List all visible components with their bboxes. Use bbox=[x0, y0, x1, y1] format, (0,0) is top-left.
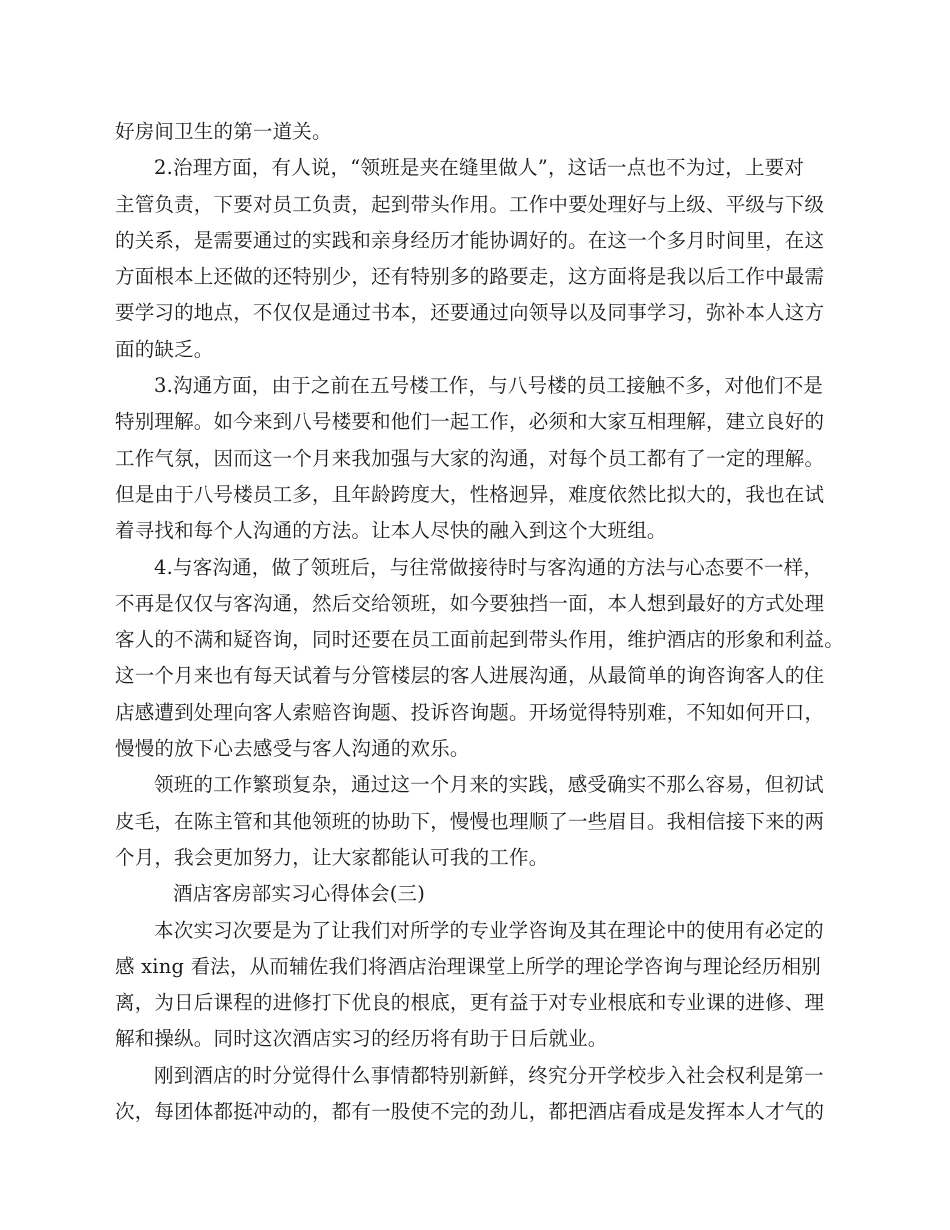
text-line: 主管负责，下要对员工负责，起到带头作用。工作中要处理好与上级、平级与下级 bbox=[115, 192, 825, 216]
text-line: 次，每团体都挺冲动的，都有一股使不完的劲儿，都把酒店看成是发挥本人才气的 bbox=[115, 1100, 825, 1124]
paragraph-start-line: 刚到酒店的时分觉得什么事情都特别新鲜，终究分开学校步入社会权利是第一 bbox=[154, 1063, 824, 1087]
text-line: 店感遭到处理向客人索赔咨询题、投诉咨询题。开场觉得特别难，不知如何开口， bbox=[115, 700, 825, 724]
text-line: 面的缺乏。 bbox=[115, 337, 214, 361]
paragraph-start-line: 4.与客沟通，做了领班后，与往常做接待时与客沟通的方法与心态要不一样， bbox=[154, 555, 824, 579]
text-line: 感 xing 看法，从而辅佐我们将酒店治理课堂上所学的理论学咨询与理论经历相别 bbox=[115, 954, 821, 978]
text-line: 个月，我会更加努力，让大家都能认可我的工作。 bbox=[115, 845, 549, 869]
text-line: 特别理解。如今来到八号楼要和他们一起工作，必须和大家互相理解，建立良好的 bbox=[115, 410, 825, 434]
text-line: 客人的不满和疑咨询，同时还要在员工面前起到带头作用，维护酒店的形象和利益。 bbox=[115, 628, 844, 652]
paragraph-start-line: 领班的工作繁琐复杂，通过这一个月来的实践，感受确实不那么容易，但初试 bbox=[154, 773, 824, 797]
text-line: 要学习的地点，不仅仅是通过书本，还要通过向领导以及同事学习，弥补本人这方 bbox=[115, 301, 825, 325]
text-line: 不再是仅仅与客沟通，然后交给领班，如今要独挡一面，本人想到最好的方式处理 bbox=[115, 591, 825, 615]
section-heading: 酒店客房部实习心得体会(三) bbox=[173, 882, 426, 906]
document-body bbox=[115, 114, 844, 1130]
text-line: 但是由于八号楼员工多，且年龄跨度大，性格迥异，难度依然比拟大的，我也在试 bbox=[115, 482, 825, 506]
text-line: 解和操纵。同时这次酒店实习的经历将有助于日后就业。 bbox=[115, 1027, 608, 1051]
paragraph-start-line: 2.治理方面，有人说，“领班是夹在缝里做人”，这话一点也不为过，上要对 bbox=[154, 156, 805, 180]
text-line: 慢慢的放下心去感受与客人沟通的欢乐。 bbox=[115, 737, 470, 761]
text-line: 好房间卫生的第一道关。 bbox=[115, 120, 332, 143]
text-line: 方面根本上还做的还特别少，还有特别多的路要走，这方面将是我以后工作中最需 bbox=[115, 265, 825, 289]
text-line: 工作气氛，因而这一个月来我加强与大家的沟通，对每个员工都有了一定的理解。 bbox=[115, 446, 825, 470]
text-line: 皮毛，在陈主管和其他领班的协助下，慢慢也理顺了一些眉目。我相信接下来的两 bbox=[115, 809, 825, 833]
text-line: 的关系，是需要通过的实践和亲身经历才能协调好的。在这一个多月时间里，在这 bbox=[115, 228, 825, 252]
text-line: 这一个月来也有每天试着与分管楼层的客人进展沟通，从最简单的询咨询客人的住 bbox=[115, 664, 825, 688]
paragraph-start-line: 本次实习次要是为了让我们对所学的专业学咨询及其在理论中的使用有必定的 bbox=[154, 918, 824, 942]
text-line: 离，为日后课程的进修打下优良的根底，更有益于对专业根底和专业课的进修、理 bbox=[115, 991, 825, 1015]
text-line: 着寻找和每个人沟通的方法。让本人尽快的融入到这个大班组。 bbox=[115, 519, 667, 543]
paragraph-start-line: 3.沟通方面，由于之前在五号楼工作，与八号楼的员工接触不多，对他们不是 bbox=[154, 374, 824, 398]
